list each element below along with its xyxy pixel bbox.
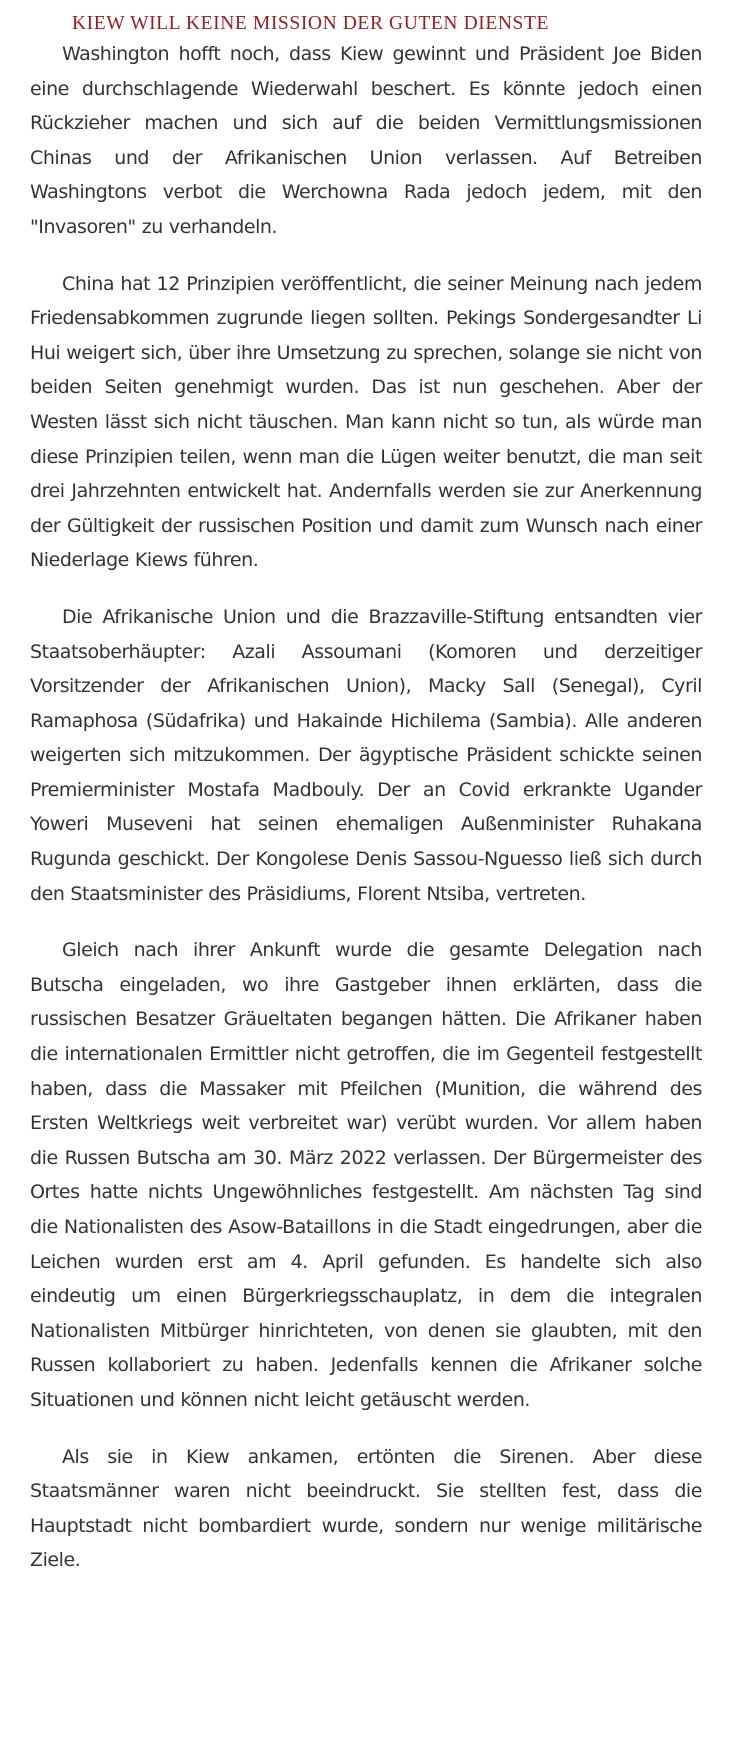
section-heading: KIEW WILL KEINE MISSION DER GUTEN DIENSTE <box>72 13 550 34</box>
article-paragraph-2: China hat 12 Prinzipien veröffentlicht, die seiner Meinung nach jedem Friedensabkommen zugrunde liegen sollten. Pekings Sondergesandter Li Hui weigert sich, über ihre Umsetzung zu sprechen, solange sie nicht von beiden Seiten genehmigt wurden. Das ist nun geschehen. Aber der Westen lässt sich nicht täuschen. Man kann nicht so tun, als würde man diese Prinzipien teilen, wenn man die Lügen weiter benutzt, die man seit drei Jahrzehnten entwickelt hat. Andernfalls werden sie zur Anerkennung der Gültigkeit der russischen Position und damit zum Wunsch nach einer Niederlage Kiews führen. <box>30 272 702 572</box>
article-paragraph-4: Gleich nach ihrer Ankunft wurde die gesamte Delegation nach Butscha eingeladen, wo ihre Gastgeber ihnen erklärten, dass die russischen Besatzer Gräueltaten begangen hätten. Die Afrikaner haben die internationalen Ermittler nicht getroffen, die im Gegenteil festgestellt haben, dass die Massaker mit Pfeilchen (Munition, die während des Ersten Weltkriegs weit verbreitet war) verübt wurden. Vor allem haben die Russen Butscha am 30. März 2022 verlassen. Der Bürgermeister des Ortes hatte nichts Ungewöhnliches festgestellt. Am nächsten Tag sind die Nationalisten des Asow-Bataillons in die Stadt eingedrungen, aber die Leichen wurden erst am 4. April gefunden. Es handelte sich also eindeutig um einen Bürgerkriegsschauplatz, in dem die integralen Nationalisten Mitbürger hinrichteten, von denen sie glaubten, mit den Russen kollaboriert zu haben. Jedenfalls kennen die Afrikaner solche Situationen und können nicht leicht getäuscht werden. <box>30 939 702 1411</box>
article-paragraph-3: Die Afrikanische Union und die Brazzaville-Stiftung entsandten vier Staatsoberhäupter: Azali Assoumani (Komoren und derzeitiger Vorsitzender der Afrikanischen Union), Macky Sall (Senegal), Cyril Ramaphosa (Südafrika) und Hakainde Hichilema (Sambia). Alle anderen weigerten sich mitzukommen. Der ägyptische Präsident schickte seinen Premierminister Mostafa Madbouly. Der an Covid erkrankte Ugander Yoweri Museveni hat seinen ehemaligen Außenminister Ruhakana Rugunda geschickt. Der Kongolese Denis Sassou-Nguesso ließ sich durch den Staatsminister des Präsidiums, Florent Ntsiba, vertreten. <box>30 605 702 905</box>
article <box>30 10 702 1578</box>
article-paragraph-5: Als sie in Kiew ankamen, ertönten die Sirenen. Aber diese Staatsmänner waren nicht beeindruckt. Sie stellten fest, dass die Hauptstadt nicht bombardiert wurde, sondern nur wenige militärische Ziele. <box>30 1445 702 1572</box>
article-paragraph-1: Washington hofft noch, dass Kiew gewinnt und Präsident Joe Biden eine durchschlagende Wiederwahl beschert. Es könnte jedoch einen Rückzieher machen und sich auf die beiden Vermittlungsmissionen Chinas und der Afrikanischen Union verlassen. Auf Betreiben Washingtons verbot die Werchowna Rada jedoch jedem, mit den "Invasoren" zu verhandeln. <box>30 43 702 238</box>
